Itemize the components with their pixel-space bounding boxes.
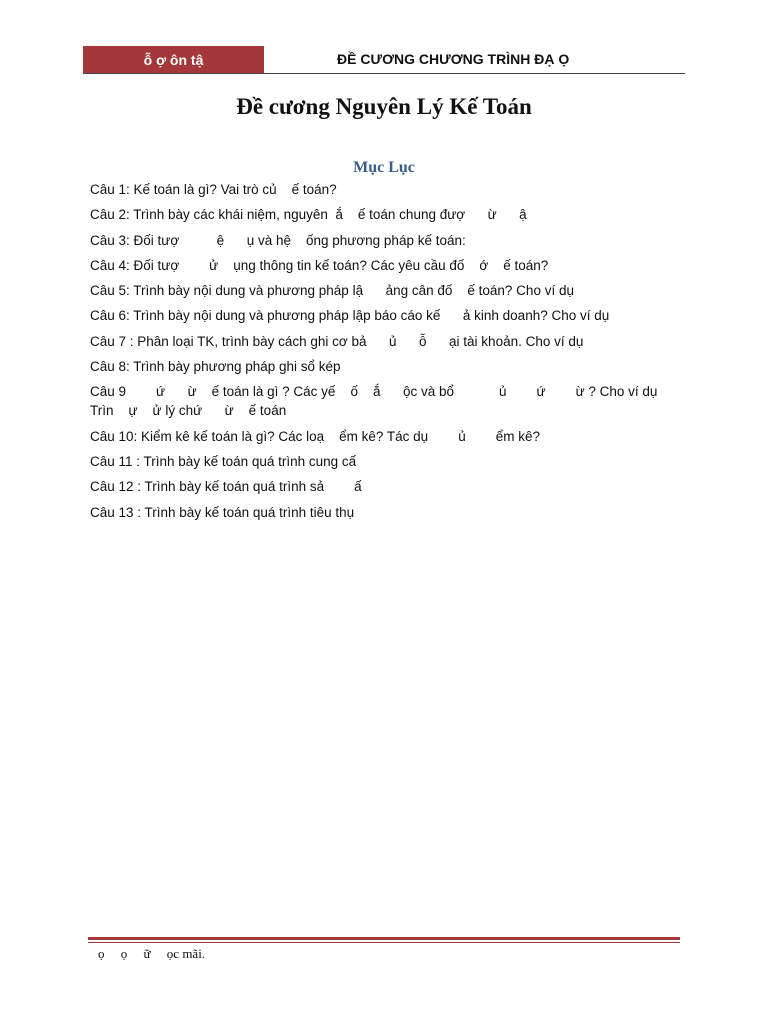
header-tab-label: ỗ ợ ôn tậ	[143, 51, 204, 68]
toc-item-9[interactable]: Câu 9 ứ ừ ế toán là gì ? Các yế ố ắ ộc và bổ ủ ứ ừ ? Cho ví dụ Trìn ự ử lý chứ ừ ế toán	[90, 384, 658, 419]
toc-item-4[interactable]: Câu 4: Đối tượ ử ụng thông tin kế toán? Các yêu cầu đố ớ ế toán?	[90, 257, 549, 273]
header-divider	[83, 73, 685, 74]
footer-text: ọ ọ ữ ọc mãi.	[98, 946, 206, 961]
toc-item-13[interactable]: Câu 13 : Trình bày kế toán quá trình tiêu thụ	[90, 504, 355, 520]
document-title: Đề cương Nguyên Lý Kế Toán	[236, 94, 532, 119]
footer-divider-thick	[88, 937, 680, 940]
header-section-tab	[83, 46, 264, 73]
toc-item-12[interactable]: Câu 12 : Trình bày kế toán quá trình sả ấ	[90, 479, 362, 495]
footer-divider-thin	[88, 942, 680, 943]
toc-item-7[interactable]: Câu 7 : Phân loại TK, trình bày cách ghi cơ bả ủ ỗ ại tài khoản. Cho ví dụ	[90, 333, 584, 349]
toc-item-3[interactable]: Câu 3: Đối tượ ệ ụ và hệ ống phương pháp kế toán:	[90, 232, 466, 248]
toc-item-10[interactable]: Câu 10: Kiểm kê kế toán là gì? Các loạ ểm kê? Tác dụ ủ ểm kê?	[90, 428, 540, 444]
toc-item-8[interactable]: Câu 8: Trình bày phương pháp ghi sổ kép	[90, 359, 341, 375]
toc-item-6[interactable]: Câu 6: Trình bày nội dung và phương pháp lập báo cáo kế ả kinh doanh? Cho ví dụ	[90, 308, 610, 324]
toc-item-2[interactable]: Câu 2: Trình bày các khái niệm, nguyên ắ ế toán chung đượ ừ ậ	[90, 207, 527, 223]
toc-heading: Mục Lục	[353, 159, 415, 176]
header-title: ĐỀ CƯƠNG CHƯƠNG TRÌNH ĐẠ Ọ	[337, 51, 570, 67]
toc-item-11[interactable]: Câu 11 : Trình bày kế toán quá trình cung cấ	[90, 453, 357, 469]
toc-list	[90, 180, 670, 528]
toc-item-1[interactable]: Câu 1: Kế toán là gì? Vai trò củ ế toán?	[90, 182, 337, 197]
toc-item-5[interactable]: Câu 5: Trình bày nội dung và phương pháp lậ ảng cân đố ế toán? Cho ví dụ	[90, 283, 574, 299]
